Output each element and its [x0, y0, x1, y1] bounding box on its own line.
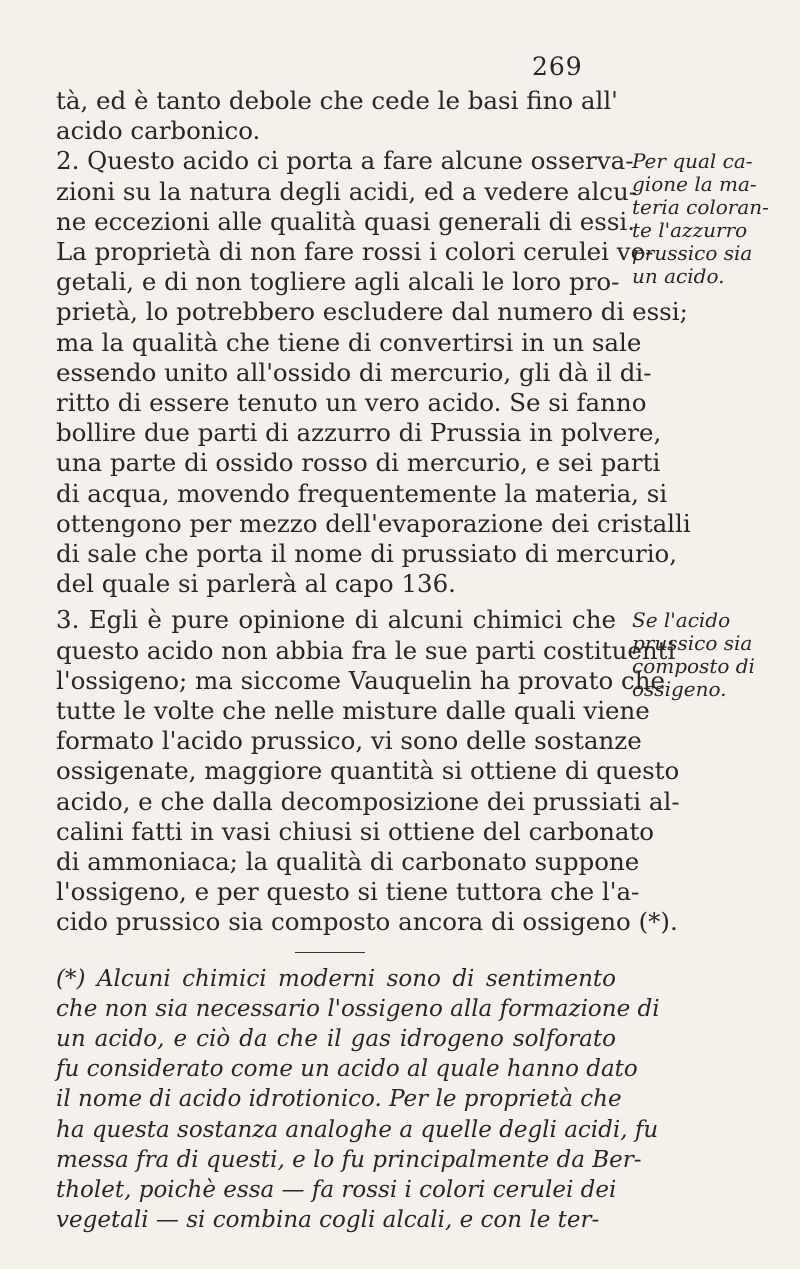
body-line: tà, ed è tanto debole che cede le basi fino all': [56, 86, 618, 115]
footnote-line: il nome di acido idrotionico. Per le proprietà che: [56, 1086, 622, 1113]
footnote-line: un acido, e ciò da che il gas idrogeno solforato: [56, 1026, 616, 1052]
body-line: La proprietà di non fare rossi i colori cerulei ve-: [56, 237, 654, 266]
body-line: ma la qualità che tiene di convertirsi in un sale: [56, 327, 642, 357]
body-line: di sale che porta il nome di prussiato di mercurio,: [56, 539, 678, 568]
body-line: cido prussico sia composto ancora di ossigeno (*).: [56, 907, 678, 937]
margin-note-line: prussico sia: [632, 241, 753, 266]
body-line: una parte di ossido rosso di mercurio, e sei parti: [56, 448, 661, 478]
body-line: ottengono per mezzo dell'evaporazione dei cristalli: [56, 508, 691, 538]
footnote-line: vegetali — si combina cogli alcali, e con le ter-: [56, 1207, 600, 1234]
body-line: l'ossigeno; ma siccome Vauquelin ha provato che: [56, 665, 665, 695]
body-line: zioni su la natura degli acidi, ed a vedere alcu-: [56, 176, 638, 206]
body-line: prietà, lo potrebbero escludere dal numero di essi;: [56, 297, 688, 327]
body-line: calini fatti in vasi chiusi si ottiene del carbonato: [56, 816, 655, 846]
body-line: formato l'acido prussico, vi sono delle sostanze: [56, 726, 642, 756]
body-line: ne eccezioni alle qualità quasi generali di essi.: [56, 206, 636, 236]
margin-note-line: ossigeno.: [632, 677, 727, 702]
margin-note-line: un acido.: [632, 264, 725, 289]
body-line: questo acido non abbia fra le sue parti costituenti: [56, 635, 676, 665]
margin-note-line: gione la ma-: [632, 172, 757, 197]
margin-note: [632, 150, 792, 288]
body-line: acido, e che dalla decomposizione dei prussiati al-: [56, 786, 680, 816]
footnote-separator: [295, 952, 365, 953]
margin-note-line: composto di: [632, 654, 755, 679]
body-line: di acqua, movendo frequentemente la materia, si: [56, 478, 668, 508]
footnote-line: che non sia necessario l'ossigeno alla formazione di: [56, 995, 660, 1022]
body-line: essendo unito all'ossido di mercurio, gli dà il di-: [56, 357, 652, 387]
body-line: del quale si parlerà al capo 136.: [56, 569, 456, 599]
footnote-line: fu considerato come un acido al quale hanno dato: [56, 1056, 638, 1083]
margin-note: [632, 609, 792, 701]
body-line: ossigenate, maggiore quantità si ottiene di questo: [56, 756, 680, 786]
margin-note-line: prussico sia: [632, 631, 753, 656]
body-line: tutte le volte che nelle misture dalle quali viene: [56, 696, 650, 725]
body-line: acido carbonico.: [56, 116, 261, 146]
footnote-line: messa fra di questi, e lo fu principalmente da Ber-: [56, 1146, 642, 1173]
body-line: 3. Egli è pure opinione di alcuni chimici che: [56, 605, 616, 635]
margin-note-line: Se l'acido: [632, 608, 731, 633]
footnote-line: ha questa sostanza analoghe a quelle degli acidi, fu: [56, 1116, 659, 1143]
footnote-line: tholet, poichè essa — fa rossi i colori cerulei dei: [56, 1177, 617, 1203]
body-line: ritto di essere tenuto un vero acido. Se si fanno: [56, 388, 647, 417]
margin-note-line: te l'azzurro: [632, 218, 748, 243]
margin-note-line: teria coloran-: [632, 195, 769, 220]
body-line: di ammoniaca; la qualità di carbonato suppone: [56, 847, 640, 876]
page-number: 269: [532, 52, 583, 81]
body-line: 2. Questo acido ci porta a fare alcune osserva-: [56, 146, 634, 176]
margin-note-line: Per qual ca-: [632, 149, 753, 174]
body-line: getali, e di non togliere agli alcali le loro pro-: [56, 267, 620, 297]
body-line: l'ossigeno, e per questo si tiene tuttora che l'a-: [56, 877, 640, 907]
footnote-line: (*) Alcuni chimici moderni sono di sentimento: [56, 965, 616, 992]
body-line: bollire due parti di azzurro di Prussia in polvere,: [56, 418, 662, 448]
